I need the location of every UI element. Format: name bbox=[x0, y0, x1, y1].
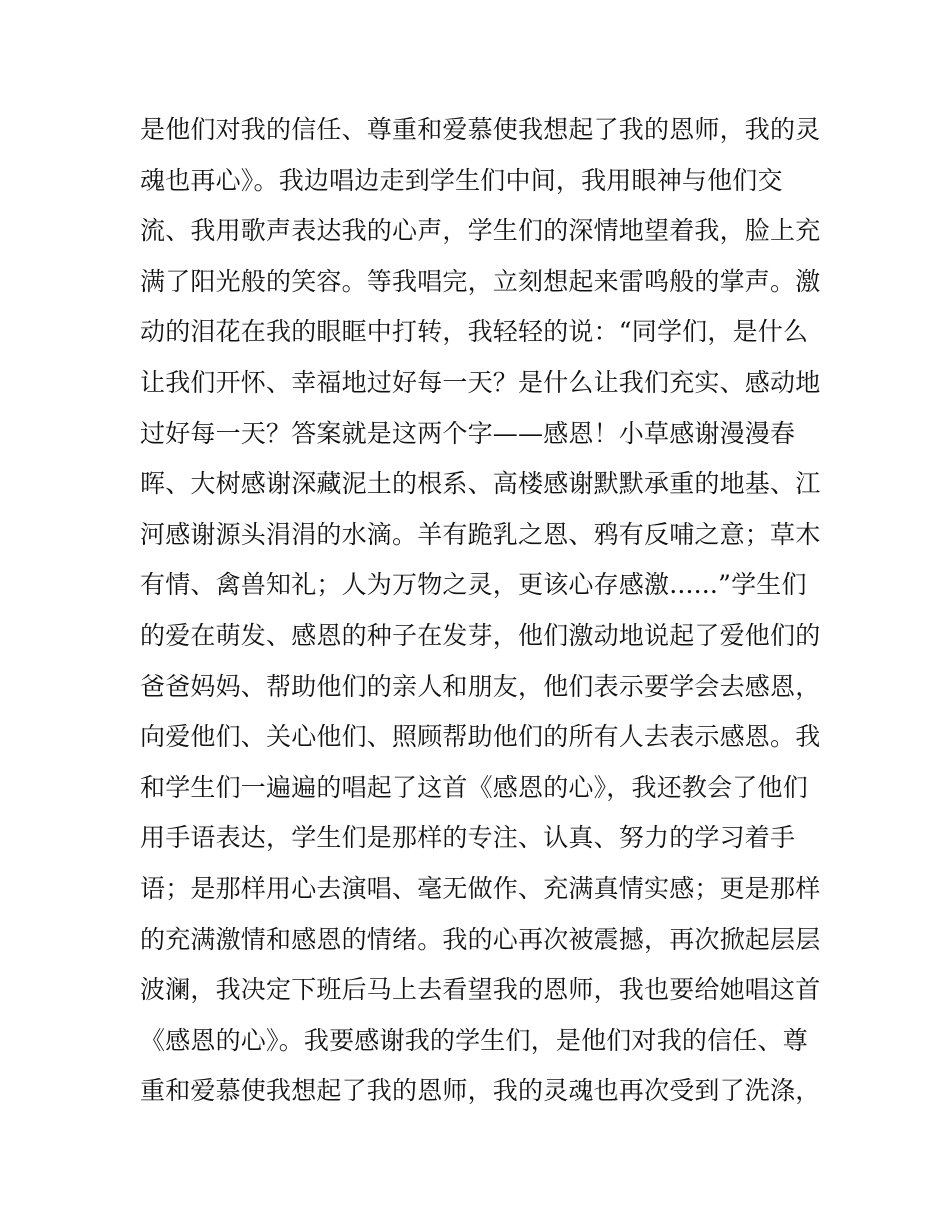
text-line: 晖、大树感谢深藏泥土的根系、高楼感谢默默承重的地基、江 bbox=[140, 469, 821, 499]
text-line: 有情、禽兽知礼；人为万物之灵，更该心存感激......”学生们 bbox=[140, 570, 807, 600]
text-line: 用手语表达，学生们是那样的专注、认真、努力的学习着手 bbox=[140, 823, 796, 853]
text-line: 河感谢源头涓涓的水滴。羊有跪乳之恩、鸦有反哺之意；草木 bbox=[140, 519, 821, 549]
text-line: 的爱在萌发、感恩的种子在发芽，他们激动地说起了爱他们的 bbox=[140, 620, 821, 650]
text-line: 是他们对我的信任、尊重和爱慕使我想起了我的恩师，我的灵 bbox=[140, 115, 821, 144]
text-line: 的充满激情和感恩的情绪。我的心再次被震撼，再次掀起层层 bbox=[140, 924, 821, 954]
text-line: 过好每一天？答案就是这两个字——感恩！小草感谢漫漫春 bbox=[140, 418, 796, 448]
text-line: 满了阳光般的笑容。等我唱完，立刻想起来雷鸣般的掌声。激 bbox=[140, 266, 821, 296]
text-line: 和学生们一遍遍的唱起了这首《感恩的心》，我还教会了他们 bbox=[140, 772, 808, 802]
text-line: 动的泪花在我的眼眶中打转，我轻轻的说：“同学们，是什么 bbox=[140, 317, 809, 347]
text-line: 爸爸妈妈、帮助他们的亲人和朋友，他们表示要学会去感恩， bbox=[140, 671, 821, 701]
text-line: 波澜，我决定下班后马上去看望我的恩师，我也要给她唱这首 bbox=[140, 975, 821, 1005]
text-line: 《感恩的心》。我要感谢我的学生们，是他们对我的信任、尊 bbox=[140, 1025, 808, 1055]
text-line: 语；是那样用心去演唱、毫无做作、充满真情实感；更是那样 bbox=[140, 873, 821, 903]
text-line: 魂也再心》。我边唱边走到学生们中间，我用眼神与他们交 bbox=[140, 165, 783, 195]
text-line: 流、我用歌声表达我的心声，学生们的深情地望着我，脸上充 bbox=[140, 216, 821, 246]
text-line: 让我们开怀、幸福地过好每一天？是什么让我们充实、感动地 bbox=[140, 367, 821, 397]
text-line: 重和爱慕使我想起了我的恩师，我的灵魂也再次受到了洗涤， bbox=[140, 1076, 821, 1106]
body-text bbox=[140, 105, 820, 1117]
text-line: 向爱他们、关心他们、照顾帮助他们的所有人去表示感恩。我 bbox=[140, 722, 821, 752]
